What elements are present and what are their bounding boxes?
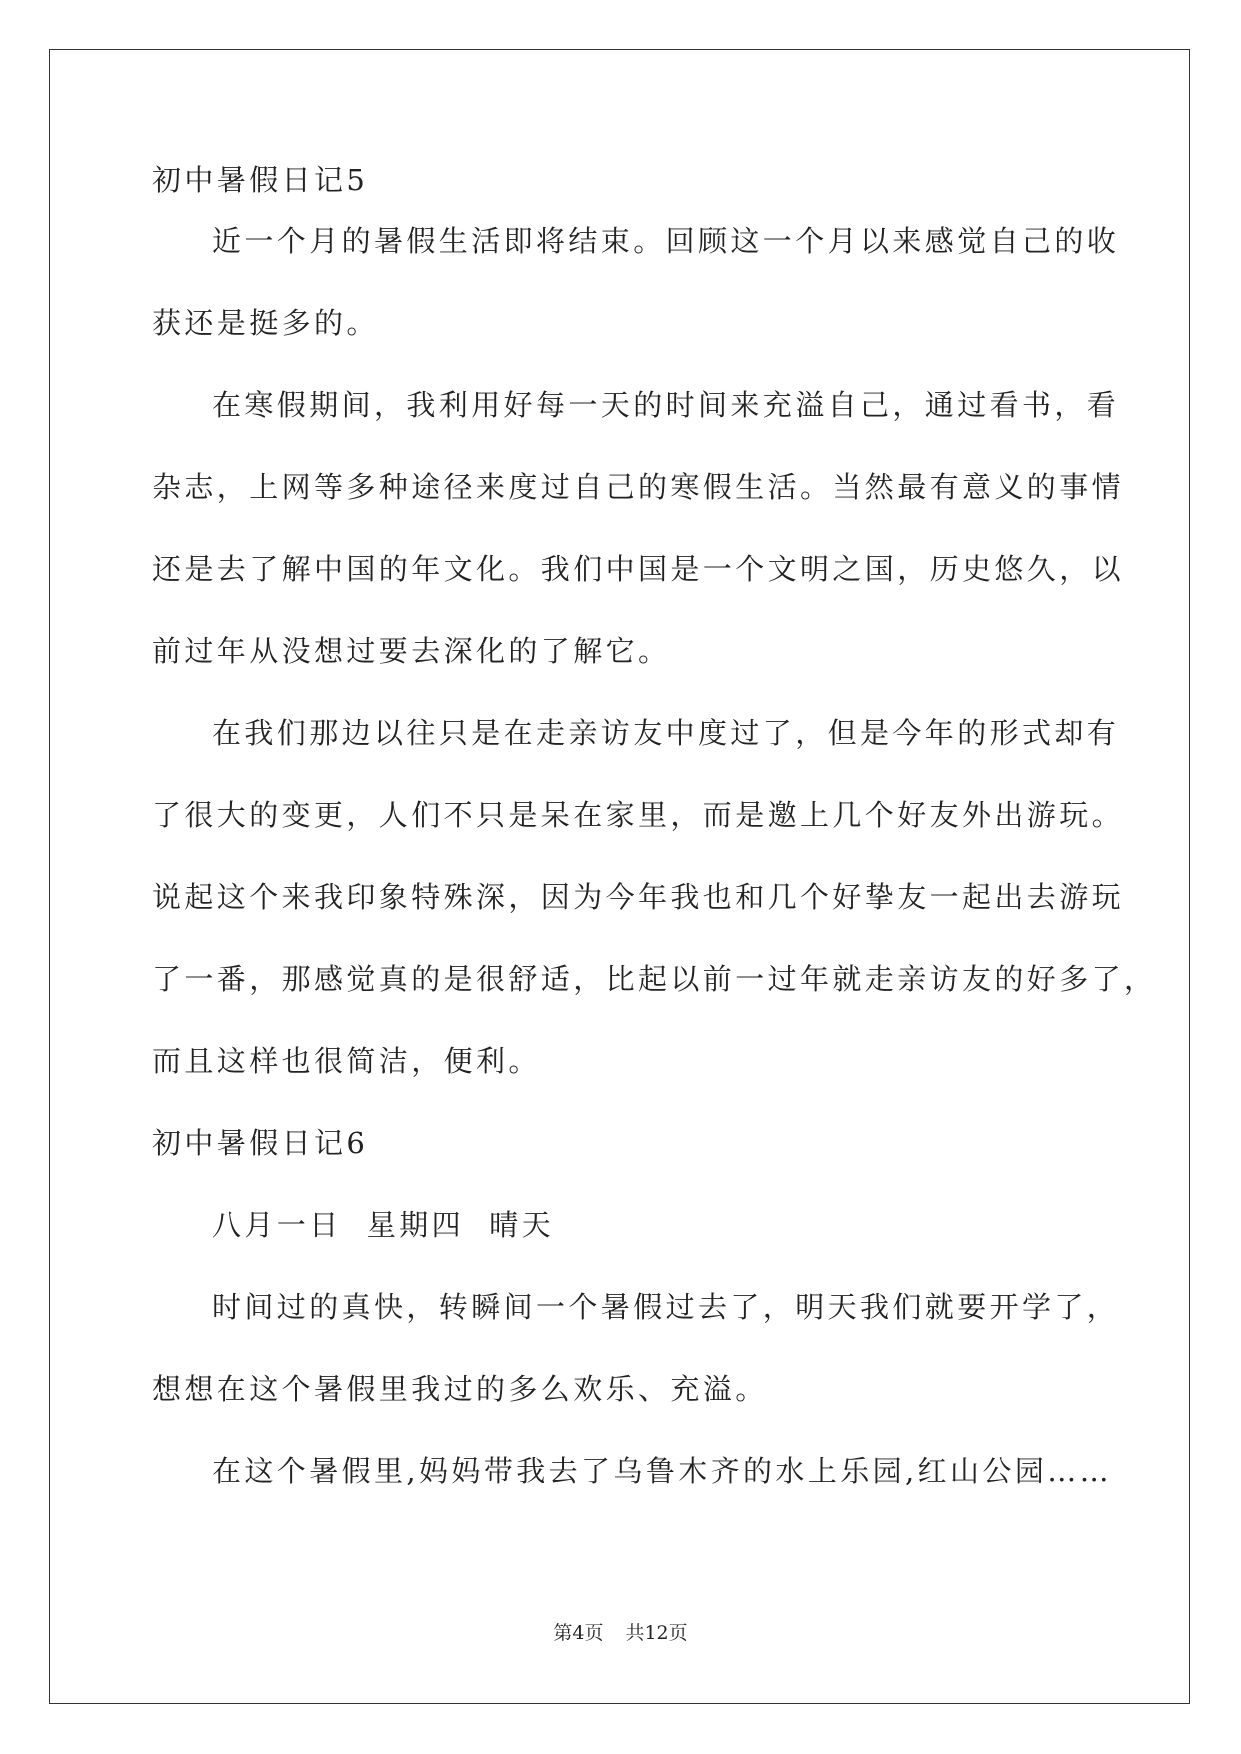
paragraph-line: 还是去了解中国的年文化。我们中国是一个文明之国，历史悠久，以 — [152, 552, 1125, 586]
paragraph-line: 了很大的变更，人们不只是呆在家里，而是邀上几个好友外出游玩。 — [152, 798, 1125, 832]
paragraph-line: 在这个暑假里,妈妈带我去了乌鲁木齐的水上乐园,红山公园…… — [212, 1454, 1113, 1488]
diary-date-line: 八月一日 星期四 晴天 — [212, 1208, 555, 1242]
paragraph-line: 在寒假期间，我利用好每一天的时间来充溢自己，通过看书，看 — [212, 388, 1120, 422]
paragraph-line: 近一个月的暑假生活即将结束。回顾这一个月以来感觉自己的收 — [212, 224, 1120, 258]
page-total: 共12页 — [625, 1622, 688, 1644]
document-body — [152, 160, 1157, 1512]
paragraph-line: 时间过的真快，转瞬间一个暑假过去了，明天我们就要开学了， — [212, 1290, 1120, 1324]
paragraph-line: 获还是挺多的。 — [152, 306, 379, 340]
paragraph-line: 在我们那边以往只是在走亲访友中度过了，但是今年的形式却有 — [212, 716, 1120, 750]
page-number: 第4页 — [553, 1622, 604, 1644]
page-footer — [0, 1618, 1241, 1645]
paragraph-line: 杂志，上网等多种途径来度过自己的寒假生活。当然最有意义的事情 — [152, 470, 1125, 504]
paragraph-line: 说起这个来我印象特殊深，因为今年我也和几个好挚友一起出去游玩 — [152, 880, 1125, 914]
diary-title-5: 初中暑假日记5 — [152, 163, 369, 197]
diary-title-6: 初中暑假日记6 — [152, 1126, 369, 1160]
paragraph-line: 想想在这个暑假里我过的多么欢乐、充溢。 — [152, 1372, 768, 1406]
paragraph-line: 前过年从没想过要去深化的了解它。 — [152, 634, 671, 668]
paragraph-line: 了一番，那感觉真的是很舒适，比起以前一过年就走亲访友的好多了， — [152, 962, 1157, 996]
paragraph-line: 而且这样也很简洁，便利。 — [152, 1044, 541, 1078]
